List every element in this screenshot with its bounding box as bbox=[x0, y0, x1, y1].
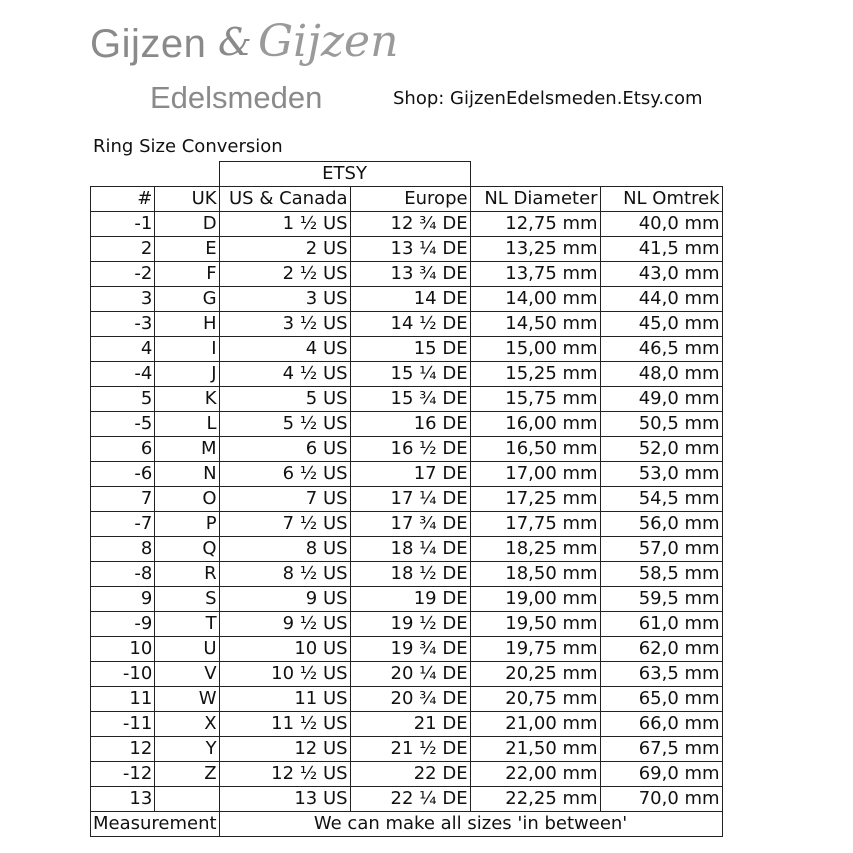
cell-number: -4 bbox=[91, 362, 155, 387]
header-europe: Europe bbox=[350, 187, 470, 212]
cell-nl-omtrek: 58,5 mm bbox=[600, 562, 722, 587]
cell-nl-omtrek: 43,0 mm bbox=[600, 262, 722, 287]
cell-us-canada: 7 ½ US bbox=[219, 512, 350, 537]
cell-us-canada: 3 US bbox=[219, 287, 350, 312]
cell-us-canada: 5 ½ US bbox=[219, 412, 350, 437]
cell-number: 10 bbox=[91, 637, 155, 662]
cell-nl-diameter: 20,75 mm bbox=[470, 687, 600, 712]
cell-number: -7 bbox=[91, 512, 155, 537]
table-row bbox=[91, 262, 723, 287]
cell-nl-diameter: 21,00 mm bbox=[470, 712, 600, 737]
cell-nl-omtrek: 45,0 mm bbox=[600, 312, 722, 337]
cell-uk: R bbox=[155, 562, 219, 587]
brand-logo bbox=[90, 8, 399, 118]
cell-nl-diameter: 17,75 mm bbox=[470, 512, 600, 537]
cell-number: 6 bbox=[91, 437, 155, 462]
cell-uk: T bbox=[155, 612, 219, 637]
cell-nl-omtrek: 59,5 mm bbox=[600, 587, 722, 612]
table-row bbox=[91, 387, 723, 412]
cell-number: 8 bbox=[91, 537, 155, 562]
cell-us-canada: 12 ½ US bbox=[219, 762, 350, 787]
cell-nl-omtrek: 52,0 mm bbox=[600, 437, 722, 462]
cell-uk: K bbox=[155, 387, 219, 412]
logo-ampersand: & bbox=[218, 20, 252, 64]
cell-number: 7 bbox=[91, 487, 155, 512]
cell-europe: 17 ¾ DE bbox=[350, 512, 470, 537]
table-row bbox=[91, 737, 723, 762]
cell-us-canada: 7 US bbox=[219, 487, 350, 512]
cell-nl-omtrek: 69,0 mm bbox=[600, 762, 722, 787]
cell-uk: U bbox=[155, 637, 219, 662]
table-row bbox=[91, 412, 723, 437]
column-header-row bbox=[91, 187, 723, 212]
table-row bbox=[91, 537, 723, 562]
cell-europe: 12 ¾ DE bbox=[350, 212, 470, 237]
cell-us-canada: 13 US bbox=[219, 787, 350, 812]
table-row bbox=[91, 587, 723, 612]
cell-europe: 15 ¼ DE bbox=[350, 362, 470, 387]
cell-number: 4 bbox=[91, 337, 155, 362]
cell-nl-diameter: 20,25 mm bbox=[470, 662, 600, 687]
table-row bbox=[91, 237, 723, 262]
cell-nl-diameter: 15,25 mm bbox=[470, 362, 600, 387]
cell-number: 3 bbox=[91, 287, 155, 312]
cell-nl-omtrek: 65,0 mm bbox=[600, 687, 722, 712]
cell-uk: H bbox=[155, 312, 219, 337]
cell-europe: 17 DE bbox=[350, 462, 470, 487]
table-row bbox=[91, 337, 723, 362]
cell-number: 12 bbox=[91, 737, 155, 762]
table-row bbox=[91, 287, 723, 312]
cell-us-canada: 11 ½ US bbox=[219, 712, 350, 737]
cell-nl-omtrek: 66,0 mm bbox=[600, 712, 722, 737]
cell-nl-omtrek: 61,0 mm bbox=[600, 612, 722, 637]
cell-us-canada: 8 ½ US bbox=[219, 562, 350, 587]
table-body bbox=[91, 212, 723, 812]
logo-text-edelsmeden: Edelsmeden bbox=[150, 80, 323, 115]
header-uk: UK bbox=[155, 187, 219, 212]
cell-number: -8 bbox=[91, 562, 155, 587]
cell-uk: Z bbox=[155, 762, 219, 787]
cell-nl-omtrek: 54,5 mm bbox=[600, 487, 722, 512]
ring-size-table bbox=[90, 161, 723, 837]
cell-europe: 20 ¾ DE bbox=[350, 687, 470, 712]
cell-uk: I bbox=[155, 337, 219, 362]
etsy-label: ETSY bbox=[219, 162, 470, 187]
cell-number: -12 bbox=[91, 762, 155, 787]
cell-nl-diameter: 19,00 mm bbox=[470, 587, 600, 612]
table-row bbox=[91, 437, 723, 462]
cell-uk bbox=[155, 787, 219, 812]
table-row bbox=[91, 462, 723, 487]
cell-nl-omtrek: 70,0 mm bbox=[600, 787, 722, 812]
table-row bbox=[91, 362, 723, 387]
blank-cell bbox=[91, 162, 220, 187]
cell-us-canada: 8 US bbox=[219, 537, 350, 562]
cell-uk: V bbox=[155, 662, 219, 687]
cell-uk: F bbox=[155, 262, 219, 287]
cell-nl-omtrek: 41,5 mm bbox=[600, 237, 722, 262]
table-row bbox=[91, 512, 723, 537]
cell-number: -2 bbox=[91, 262, 155, 287]
cell-nl-omtrek: 44,0 mm bbox=[600, 287, 722, 312]
cell-us-canada: 9 ½ US bbox=[219, 612, 350, 637]
cell-us-canada: 2 US bbox=[219, 237, 350, 262]
cell-uk: D bbox=[155, 212, 219, 237]
cell-nl-omtrek: 48,0 mm bbox=[600, 362, 722, 387]
cell-uk: Y bbox=[155, 737, 219, 762]
table-row bbox=[91, 662, 723, 687]
cell-europe: 14 DE bbox=[350, 287, 470, 312]
in-between-note: We can make all sizes 'in between' bbox=[219, 812, 722, 837]
cell-europe: 14 ½ DE bbox=[350, 312, 470, 337]
cell-number: -6 bbox=[91, 462, 155, 487]
cell-europe: 15 DE bbox=[350, 337, 470, 362]
cell-us-canada: 4 ½ US bbox=[219, 362, 350, 387]
cell-nl-diameter: 19,75 mm bbox=[470, 637, 600, 662]
cell-number: -3 bbox=[91, 312, 155, 337]
cell-nl-diameter: 16,50 mm bbox=[470, 437, 600, 462]
cell-uk: O bbox=[155, 487, 219, 512]
cell-europe: 22 DE bbox=[350, 762, 470, 787]
etsy-header-row bbox=[91, 162, 723, 187]
header-nl-omtrek: NL Omtrek bbox=[600, 187, 722, 212]
table-row bbox=[91, 762, 723, 787]
cell-us-canada: 10 ½ US bbox=[219, 662, 350, 687]
cell-europe: 18 ½ DE bbox=[350, 562, 470, 587]
cell-nl-omtrek: 46,5 mm bbox=[600, 337, 722, 362]
cell-nl-diameter: 17,00 mm bbox=[470, 462, 600, 487]
cell-nl-omtrek: 63,5 mm bbox=[600, 662, 722, 687]
cell-uk: S bbox=[155, 587, 219, 612]
header-nl-diameter: NL Diameter bbox=[470, 187, 600, 212]
page-title: Ring Size Conversion bbox=[93, 136, 283, 157]
cell-nl-omtrek: 62,0 mm bbox=[600, 637, 722, 662]
shop-url: Shop: GijzenEdelsmeden.Etsy.com bbox=[393, 88, 703, 109]
cell-us-canada: 2 ½ US bbox=[219, 262, 350, 287]
cell-europe: 15 ¾ DE bbox=[350, 387, 470, 412]
header-number: # bbox=[91, 187, 155, 212]
cell-uk: G bbox=[155, 287, 219, 312]
cell-us-canada: 4 US bbox=[219, 337, 350, 362]
cell-nl-diameter: 22,00 mm bbox=[470, 762, 600, 787]
cell-number: -1 bbox=[91, 212, 155, 237]
cell-us-canada: 12 US bbox=[219, 737, 350, 762]
cell-nl-omtrek: 56,0 mm bbox=[600, 512, 722, 537]
cell-number: -10 bbox=[91, 662, 155, 687]
cell-nl-diameter: 14,50 mm bbox=[470, 312, 600, 337]
cell-uk: J bbox=[155, 362, 219, 387]
cell-europe: 19 ¾ DE bbox=[350, 637, 470, 662]
footer-row bbox=[91, 812, 723, 837]
header-us-canada: US & Canada bbox=[219, 187, 350, 212]
cell-us-canada: 11 US bbox=[219, 687, 350, 712]
cell-uk: Q bbox=[155, 537, 219, 562]
table-row bbox=[91, 712, 723, 737]
table-row bbox=[91, 612, 723, 637]
table-row bbox=[91, 687, 723, 712]
cell-nl-diameter: 13,25 mm bbox=[470, 237, 600, 262]
cell-nl-diameter: 16,00 mm bbox=[470, 412, 600, 437]
cell-europe: 22 ¼ DE bbox=[350, 787, 470, 812]
cell-number: 2 bbox=[91, 237, 155, 262]
cell-us-canada: 10 US bbox=[219, 637, 350, 662]
table-row bbox=[91, 637, 723, 662]
table-row bbox=[91, 487, 723, 512]
cell-nl-diameter: 19,50 mm bbox=[470, 612, 600, 637]
cell-europe: 19 DE bbox=[350, 587, 470, 612]
blank-cell bbox=[470, 162, 722, 187]
cell-nl-omtrek: 53,0 mm bbox=[600, 462, 722, 487]
table-row bbox=[91, 212, 723, 237]
cell-europe: 20 ¼ DE bbox=[350, 662, 470, 687]
table-row bbox=[91, 562, 723, 587]
cell-number: 5 bbox=[91, 387, 155, 412]
cell-nl-omtrek: 40,0 mm bbox=[600, 212, 722, 237]
cell-us-canada: 3 ½ US bbox=[219, 312, 350, 337]
cell-nl-omtrek: 57,0 mm bbox=[600, 537, 722, 562]
cell-number: -11 bbox=[91, 712, 155, 737]
cell-europe: 21 DE bbox=[350, 712, 470, 737]
cell-us-canada: 6 ½ US bbox=[219, 462, 350, 487]
cell-nl-diameter: 18,50 mm bbox=[470, 562, 600, 587]
cell-europe: 16 DE bbox=[350, 412, 470, 437]
measurement-label: Measurement bbox=[91, 812, 220, 837]
cell-nl-diameter: 15,00 mm bbox=[470, 337, 600, 362]
cell-nl-omtrek: 50,5 mm bbox=[600, 412, 722, 437]
cell-nl-omtrek: 49,0 mm bbox=[600, 387, 722, 412]
cell-nl-diameter: 21,50 mm bbox=[470, 737, 600, 762]
table-row bbox=[91, 787, 723, 812]
cell-europe: 17 ¼ DE bbox=[350, 487, 470, 512]
cell-nl-diameter: 17,25 mm bbox=[470, 487, 600, 512]
cell-nl-diameter: 13,75 mm bbox=[470, 262, 600, 287]
cell-europe: 18 ¼ DE bbox=[350, 537, 470, 562]
cell-uk: X bbox=[155, 712, 219, 737]
cell-europe: 16 ½ DE bbox=[350, 437, 470, 462]
cell-us-canada: 9 US bbox=[219, 587, 350, 612]
cell-nl-diameter: 14,00 mm bbox=[470, 287, 600, 312]
cell-number: 13 bbox=[91, 787, 155, 812]
cell-nl-diameter: 18,25 mm bbox=[470, 537, 600, 562]
cell-uk: P bbox=[155, 512, 219, 537]
cell-number: -9 bbox=[91, 612, 155, 637]
cell-uk: W bbox=[155, 687, 219, 712]
cell-europe: 21 ½ DE bbox=[350, 737, 470, 762]
table-row bbox=[91, 312, 723, 337]
cell-europe: 13 ¾ DE bbox=[350, 262, 470, 287]
cell-us-canada: 6 US bbox=[219, 437, 350, 462]
cell-nl-diameter: 22,25 mm bbox=[470, 787, 600, 812]
logo-script-gijzen: Gijzen bbox=[258, 16, 399, 67]
cell-europe: 19 ½ DE bbox=[350, 612, 470, 637]
cell-nl-diameter: 15,75 mm bbox=[470, 387, 600, 412]
cell-number: 9 bbox=[91, 587, 155, 612]
cell-nl-diameter: 12,75 mm bbox=[470, 212, 600, 237]
cell-number: 11 bbox=[91, 687, 155, 712]
cell-uk: N bbox=[155, 462, 219, 487]
cell-number: -5 bbox=[91, 412, 155, 437]
cell-uk: E bbox=[155, 237, 219, 262]
logo-text-gijzen: Gijzen bbox=[90, 22, 207, 66]
cell-uk: L bbox=[155, 412, 219, 437]
cell-us-canada: 1 ½ US bbox=[219, 212, 350, 237]
cell-uk: M bbox=[155, 437, 219, 462]
cell-europe: 13 ¼ DE bbox=[350, 237, 470, 262]
cell-us-canada: 5 US bbox=[219, 387, 350, 412]
cell-nl-omtrek: 67,5 mm bbox=[600, 737, 722, 762]
